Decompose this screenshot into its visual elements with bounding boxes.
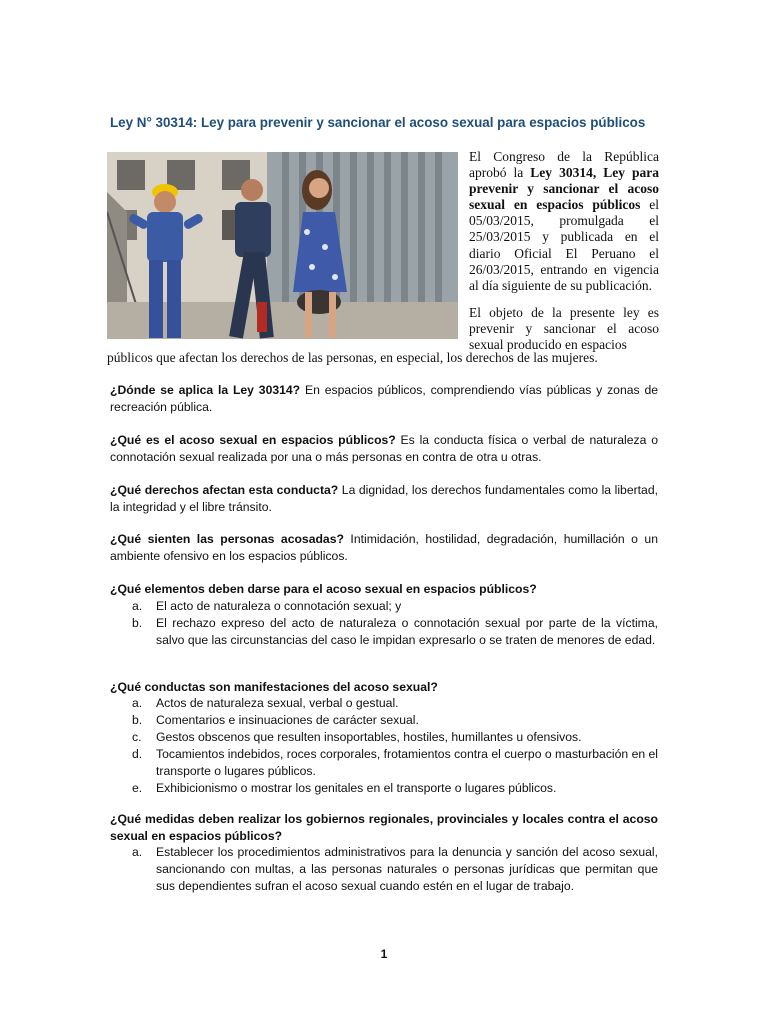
list-item-text: El rechazo expreso del acto de naturaleza o connotación sexual por parte de la víctima, salvo que las circunstancias del caso le impidan expresarlo o se traten de menores de edad. (156, 616, 658, 647)
qa-what-is (110, 432, 658, 466)
street-scene-photo (107, 152, 458, 339)
list-marker: b. (132, 616, 143, 630)
list-item-text: Tocamientos indebidos, roces corporales, frotamientos contra el cuerpo o masturbación en el transporte o lugares públicos. (156, 747, 658, 778)
list-item-text: Exhibicionismo o mostrar los genitales en el transporte o lugares públicos. (156, 781, 557, 795)
list-item-text: El acto de naturaleza o connotación sexual; y (156, 599, 402, 613)
list-item-text: Actos de naturaleza sexual, verbal o gestual. (156, 696, 399, 710)
list-marker: a. (132, 599, 143, 613)
list-item-text: Comentarios e insinuaciones de carácter sexual. (156, 713, 419, 727)
question-label: ¿Qué sienten las personas acosadas? (110, 532, 344, 546)
answer-text: Intimidación, hostilidad, degradación, humillación o un ambiente ofensivo en los espacios públicos. (110, 532, 658, 563)
question-label: ¿Qué conductas son manifestaciones del acoso sexual? (110, 680, 438, 694)
elements-list (110, 598, 658, 649)
list-item (110, 695, 658, 712)
intro-paragraph (469, 149, 659, 294)
question-label: ¿Qué derechos afectan esta conducta? (110, 483, 339, 497)
question-label: ¿Dónde se aplica la Ley 30314? (110, 383, 301, 397)
page-number: 1 (380, 947, 388, 961)
objective-paragraph-part1: El objeto de la presente ley es prevenir y sancionar el acoso sexual producido en espacios (469, 305, 659, 353)
document-title: Ley N° 30314: Ley para prevenir y sancionar el acoso sexual para espacios públicos (110, 115, 646, 130)
list-item (110, 712, 658, 729)
list-item (110, 746, 658, 780)
list-item-text: Gestos obscenos que resulten insoportables, hostiles, humillantes u ofensivos. (156, 730, 582, 744)
list-marker: a. (132, 696, 143, 710)
measures-heading (110, 811, 658, 845)
intro-text-b: el 05/03/2015, promulgada el 25/03/2015 y publicada en el diario Oficial El Peruano el 26/03/2015, entrando en vigencia al día siguiente de su publicación. (469, 197, 660, 293)
list-item (110, 598, 658, 615)
question-label: ¿Qué es el acoso sexual en espacios públicos? (110, 433, 396, 447)
qa-rights (110, 482, 658, 516)
list-marker: c. (132, 730, 142, 744)
conducts-list (110, 695, 658, 797)
list-item (110, 844, 658, 895)
qa-feelings (110, 531, 658, 565)
list-item (110, 780, 658, 797)
intro-law-name: Ley 30314, Ley para prevenir y sancionar el acoso sexual en espacios públicos (469, 165, 659, 213)
answer-text: Es la conducta física o verbal de naturaleza o connotación sexual realizada por una o más personas en contra de otra u otras. (110, 433, 658, 464)
list-item (110, 729, 658, 746)
question-label: ¿Qué medidas deben realizar los gobiernos regionales, provinciales y locales contra el acoso sexual en espacios públicos? (110, 812, 658, 843)
elements-heading (110, 581, 658, 598)
list-item-text: Establecer los procedimientos administrativos para la denuncia y sanción del acoso sexual, sancionando con multas, a las personas naturales o personas jurídicas que permitan que sus dependientes sufran el acoso sexual cuando estén en el lugar de trabajo. (156, 845, 658, 893)
intro-text-a: El Congreso de la República aprobó la (469, 149, 659, 181)
conducts-heading (110, 679, 658, 696)
list-marker: a. (132, 845, 143, 859)
list-marker: b. (132, 713, 143, 727)
answer-text: La dignidad, los derechos fundamentales como la libertad, la integridad y el libre tránsito. (110, 483, 658, 514)
list-marker: d. (132, 747, 143, 761)
measures-list (110, 844, 658, 895)
question-label: ¿Qué elementos deben darse para el acoso sexual en espacios públicos? (110, 582, 537, 596)
qa-where (110, 382, 658, 416)
answer-text: En espacios públicos, comprendiendo vías públicas y zonas de recreación pública. (110, 383, 658, 414)
list-marker: e. (132, 781, 143, 795)
list-item (110, 615, 658, 649)
objective-paragraph-part2: públicos que afectan los derechos de las personas, en especial, los derechos de las mujeres. (107, 350, 598, 365)
